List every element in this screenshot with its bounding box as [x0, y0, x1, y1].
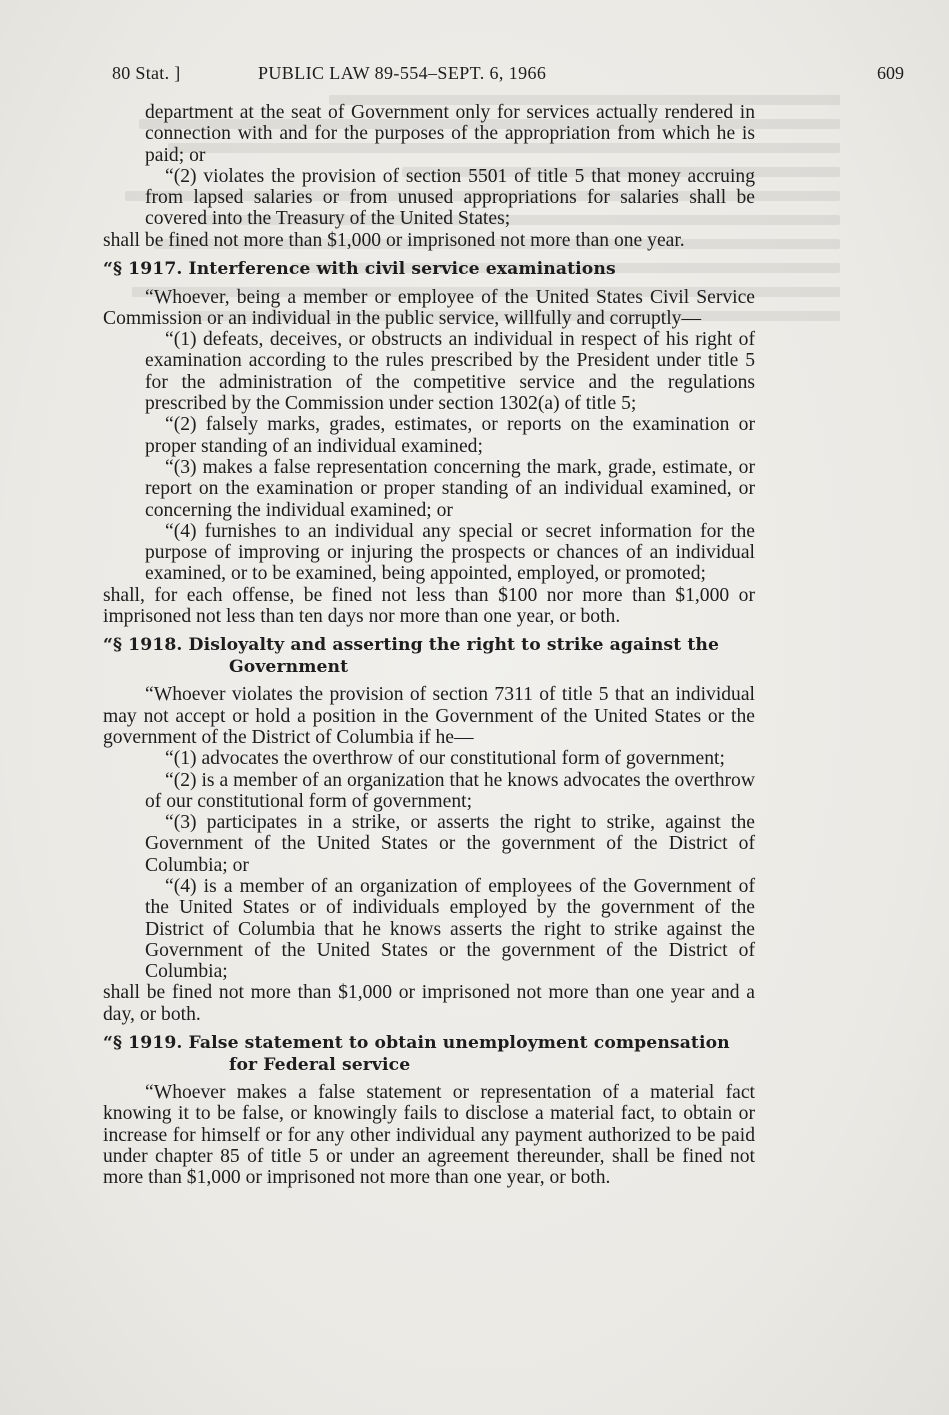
running-header [112, 63, 904, 87]
section-heading-text: “§ 1917. Interference with civil service examinations [103, 259, 616, 280]
clause-2: “(2) violates the provision of section 5501 of title 5 that money accruing from lapsed salaries or from unused appropriations for salaries shall be covered into the Treasury of the United States; [145, 165, 755, 230]
section-1917-clause-1: “(1) defeats, deceives, or obstructs an individual in respect of his right of examination according to the rules prescribed by the President under title 5 for the administration of the competitive service and the regulations prescribed by the Commission under section 1302(a) of title 5; [145, 329, 755, 415]
section-heading-line-1: “§ 1918. Disloyalty and asserting the right to strike against the [103, 635, 719, 656]
law-title: PUBLIC LAW 89-554–SEPT. 6, 1966 [258, 63, 547, 83]
section-heading-line-1: “§ 1919. False statement to obtain unemployment compensation [103, 1033, 730, 1054]
document-body [103, 102, 755, 1189]
page-number: 609 [877, 63, 904, 83]
section-1918-clause-4: “(4) is a member of an organization of employees of the Government of the United States or of individuals employed by the government of the District of Columbia that he knows asserts the right to strike against the Government of the United States or the government of the District of Columbia; [145, 876, 755, 983]
paragraph-continued: department at the seat of Government only for services actually rendered in connection with and for the purposes of the appropriation from which he is paid; or [145, 102, 755, 166]
section-1917-clause-4: “(4) furnishes to an individual any special or secret information for the purpose of improving or injuring the prospects or chances of an individual examined, or to be examined, being appointed, employed, or promoted; [145, 520, 755, 585]
section-heading-1918 [103, 635, 755, 678]
statute-reference: 80 Stat. ] [112, 63, 181, 83]
section-1917-intro: “Whoever, being a member or employee of the United States Civil Service Commission or an individual in the public service, willfully and corruptly— [103, 286, 755, 329]
section-heading-line-2: Government [229, 656, 349, 677]
section-1917-clause-3: “(3) makes a false representation concerning the mark, grade, estimate, or report on the examination or proper standing of an individual examined, or concerning the individual examined; or [145, 456, 755, 521]
section-heading-1919 [103, 1033, 755, 1076]
section-1918-clause-3: “(3) participates in a strike, or asserts the right to strike, against the Government of the United States or the government of the District of Columbia; or [145, 812, 755, 876]
section-heading-line-2: for Federal service [229, 1054, 411, 1075]
section-1918-intro: “Whoever violates the provision of section 7311 of title 5 that an individual may not accept or hold a position in the Government of the United States or the government of the District of Columbia if he— [103, 684, 755, 748]
section-1918-clause-1: “(1) advocates the overthrow of our constitutional form of government; [165, 748, 725, 770]
section-1918-clause-2: “(2) is a member of an organization that he knows advocates the overthrow of our constitutional form of government; [145, 769, 755, 812]
section-1918-penalty: shall be fined not more than $1,000 or imprisoned not more than one year and a day, or both. [103, 982, 755, 1025]
section-1917-clause-2: “(2) falsely marks, grades, estimates, or reports on the examination or proper standing of an individual examined; [145, 414, 755, 457]
section-1917-penalty: shall, for each offense, be fined not less than $100 nor more than $1,000 or imprisoned not less than ten days nor more than one year, or both. [103, 584, 755, 628]
section-1919-body: “Whoever makes a false statement or representation of a material fact knowing it to be false, or knowingly fails to disclose a material fact, to obtain or increase for himself or for any other individual any payment authorized to be paid under chapter 85 of title 5 or under an agreement thereunder, shall be fined not more than $1,000 or imprisoned not more than one year, or both. [103, 1082, 755, 1189]
penalty-clause: shall be fined not more than $1,000 or imprisoned not more than one year. [103, 229, 685, 251]
section-heading-1917 [103, 259, 755, 281]
